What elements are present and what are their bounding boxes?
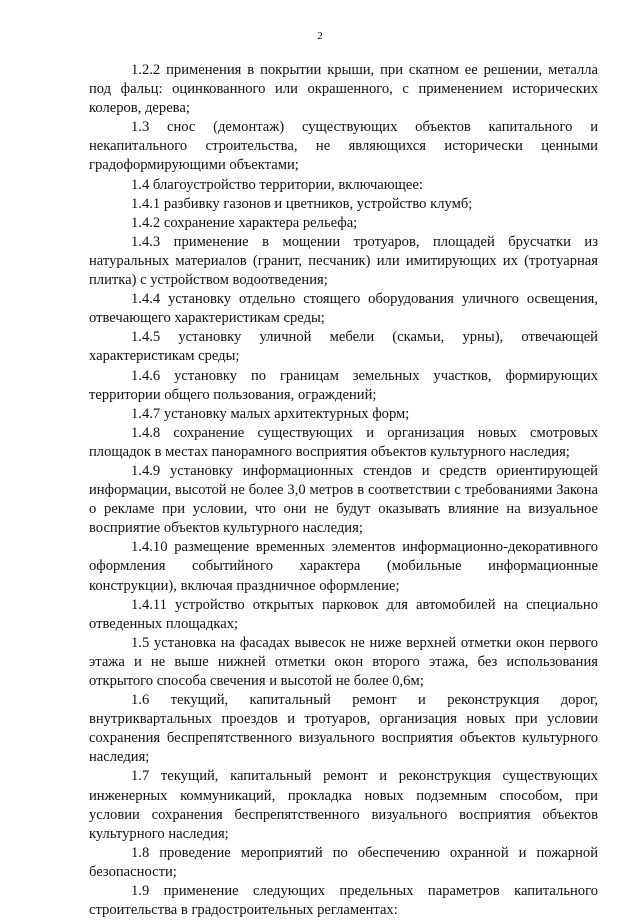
paragraph-1-4-10: 1.4.10 размещение временных элементов информационно-декоративного оформления событийного характера (мобильные информационные конструкции), включая праздничное оформление; (89, 539, 598, 594)
paragraph-1-3: 1.3 снос (демонтаж) существующих объектов капитального и некапитального строительства, не являющихся исторически ценными градоформирующими объектами; (89, 119, 598, 174)
paragraph-1-5: 1.5 установка на фасадах вывесок не ниже верхней отметки окон первого этажа и не выше нижней отметки окон второго этажа, без использования открытого способа свечения и высотой не более 0,6м; (89, 634, 598, 689)
paragraph-1-9: 1.9 применение следующих предельных параметров капитального строительства в градостроительных регламентах: (89, 883, 598, 919)
paragraph-1-4-8: 1.4.8 сохранение существующих и организация новых смотровых площадок в местах панорамного восприятия объектов культурного наследия; (89, 424, 598, 460)
document-body (89, 61, 598, 920)
paragraph-1-8: 1.8 проведение мероприятий по обеспечению охранной и пожарной безопасности; (89, 844, 598, 880)
paragraph-1-2-2: 1.2.2 применения в покрытии крыши, при скатном ее решении, металла под фальц: оцинкованного или окрашенного, с применением исторических колеров, дерева; (89, 62, 598, 117)
paragraph-1-7: 1.7 текущий, капитальный ремонт и реконструкция существующих инженерных коммуникаций, прокладка новых подземным способом, при условии сохранения беспрепятственного визуального восприятия объектов культурного наследия; (89, 768, 598, 842)
page-number: 2 (317, 30, 323, 42)
paragraph-1-4-9: 1.4.9 установку информационных стендов и средств ориентирующей информации, высотой не более 3,0 метров в соответствии с требованиями Закона о рекламе при условии, что они не будут оказывать влияние на визуальное восприятие объектов культурного наследия; (89, 462, 598, 537)
paragraph-1-4-2: 1.4.2 сохранение характера рельефа; (131, 214, 358, 231)
paragraph-1-4-3: 1.4.3 применение в мощении тротуаров, площадей брусчатки из натуральных материалов (гранит, песчаник) или имитирующих их (тротуарная плитка) с устройством водоотведения; (89, 233, 598, 289)
paragraph-1-4: 1.4 благоустройство территории, включающее: (131, 176, 423, 193)
paragraph-1-4-1: 1.4.1 разбивку газонов и цветников, устройство клумб; (131, 195, 473, 212)
paragraph-1-4-5: 1.4.5 установку уличной мебели (скамьи, урны), отвечающей характеристикам среды; (89, 329, 598, 365)
paragraph-1-4-6: 1.4.6 установку по границам земельных участков, формирующих территории общего пользования, ограждений; (89, 367, 598, 403)
paragraph-1-4-7: 1.4.7 установку малых архитектурных форм; (131, 405, 410, 422)
paragraph-1-6: 1.6 текущий, капитальный ремонт и реконструкция дорог, внутриквартальных проездов и тротуаров, организация новых при условии сохранения беспрепятственного визуального восприятия объектов культурного наследия; (89, 692, 598, 766)
paragraph-1-4-4: 1.4.4 установку отдельно стоящего оборудования уличного освещения, отвечающего характеристикам среды; (89, 291, 598, 327)
paragraph-1-4-11: 1.4.11 устройство открытых парковок для автомобилей на специально отведенных площадках; (89, 596, 598, 632)
